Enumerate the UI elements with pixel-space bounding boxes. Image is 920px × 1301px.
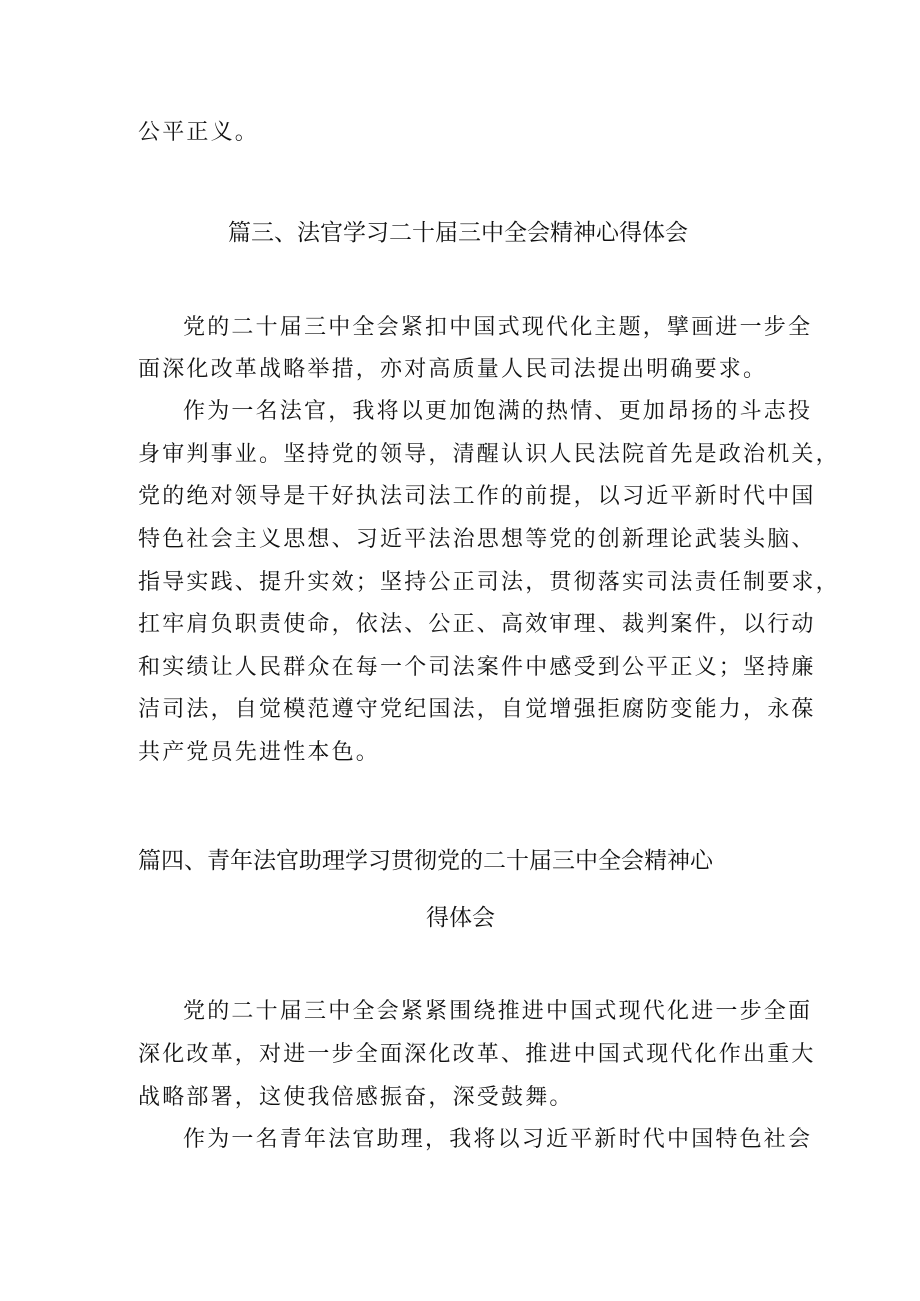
- paragraph-line: 共产党员先进性本色。: [138, 740, 381, 765]
- paragraph-line: 指导实践、提升实效；坚持公正司法，贯彻落实司法责任制要求，: [138, 570, 840, 595]
- previous-section-fragment: 公平正义。: [138, 120, 260, 145]
- paragraph-line: 面深化改革战略举措，亦对高质量人民司法提出明确要求。: [138, 357, 768, 382]
- paragraph-line: 党的绝对领导是干好执法司法工作的前提，以习近平新时代中国: [138, 484, 816, 509]
- paragraph-line: 作为一名法官，我将以更加饱满的热情、更加昂扬的斗志投: [183, 399, 813, 424]
- paragraph-line: 党的二十届三中全会紧扣中国式现代化主题，擘画进一步全: [183, 315, 813, 340]
- paragraph-line: 深化改革，对进一步全面深化改革、推进中国式现代化作出重大: [138, 1042, 816, 1067]
- paragraph-line: 党的二十届三中全会紧紧围绕推进中国式现代化进一步全面: [183, 999, 813, 1024]
- section-4-title-line-1: 篇四、青年法官助理学习贯彻党的二十届三中全会精神心: [138, 848, 713, 874]
- section-4-title-line-2: 得体会: [426, 905, 495, 931]
- paragraph-line: 扛牢肩负职责使命，依法、公正、高效审理、裁判案件，以行动: [138, 612, 816, 637]
- paragraph-line: 作为一名青年法官助理，我将以习近平新时代中国特色社会: [183, 1127, 813, 1152]
- paragraph-line: 特色社会主义思想、习近平法治思想等党的创新理论武装头脑、: [138, 527, 816, 552]
- section-3-title: 篇三、法官学习二十届三中全会精神心得体会: [228, 220, 688, 246]
- paragraph-line: 战略部署，这使我倍感振奋，深受鼓舞。: [138, 1085, 574, 1110]
- paragraph-line: 洁司法，自觉模范遵守党纪国法，自觉增强拒腐防变能力，永葆: [138, 697, 816, 722]
- paragraph-line: 身审判事业。坚持党的领导，清醒认识人民法院首先是政治机关，: [138, 442, 840, 467]
- paragraph-line: 和实绩让人民群众在每一个司法案件中感受到公平正义；坚持廉: [138, 655, 816, 680]
